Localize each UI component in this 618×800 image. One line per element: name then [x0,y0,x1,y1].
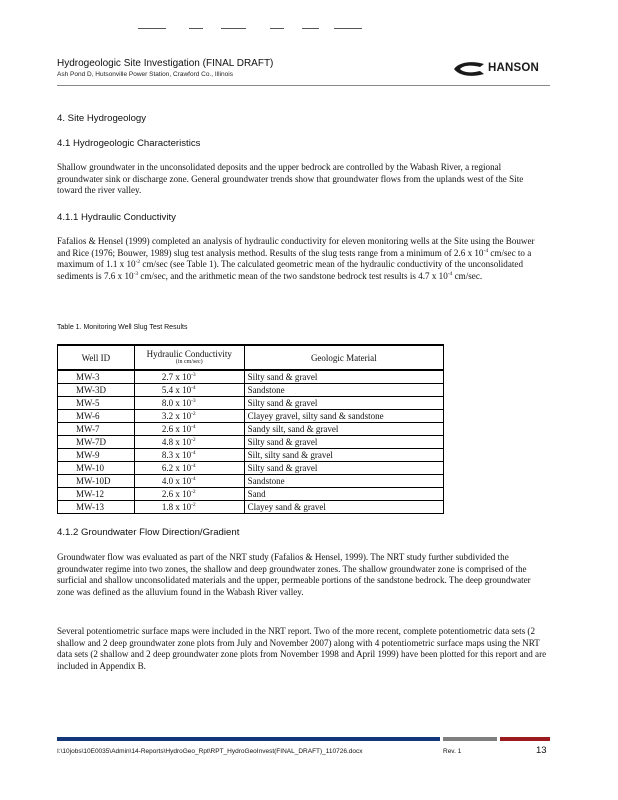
cell-geologic-material: Silty sand & gravel [244,436,443,449]
table-row [58,397,444,410]
cell-k-exponent: -3 [191,398,196,404]
table-title: Table 1. Monitoring Well Slug Test Results [57,324,188,331]
table-row [58,384,444,397]
cell-well-id: MW-9 [58,449,135,462]
cell-k-mantissa: 6.2 x 10 [161,463,192,473]
cell-hydraulic-conductivity [134,436,244,449]
cell-hydraulic-conductivity [134,384,244,397]
cell-k-mantissa: 5.4 x 10 [161,385,192,395]
header-rule [57,85,550,86]
footer-revision: Rev. 1 [443,748,462,755]
table-row [58,475,444,488]
cell-geologic-material: Silty sand & gravel [244,397,443,410]
header-subtitle: Ash Pond D, Hutsonville Power Station, Crawford Co., Illinois [57,71,233,78]
cell-hydraulic-conductivity [134,475,244,488]
section-4-1-1-paragraph: Fafalios & Hensel (1999) completed an analysis of hydraulic conductivity for eleven monitoring wells at the Site using the Bouwer and Rice (1976; Bouwer, 1989) slug test analysis method. Results of the slug tests range from a minimum of 2.6 x $10^{-4}$ cm/sec to a maximum of 1.1 x $10^{-2}$ cm/sec (see Table 1). The calculated geometric mean of the hydraulic conductivity of the unconsolidated sediments is 7.6 x $10^{-3}$ cm/sec, and the arithmetic mean of the two sandstone bedrock test results is 4.7 x $10^{-4}$ cm/sec. [57,236,535,281]
cell-well-id: MW-3 [58,370,135,384]
column-header-well-id: Well ID [58,345,135,370]
column-header-k-unit: (in cm/sec) [175,359,203,365]
table-row [58,370,444,384]
table-row [58,423,444,436]
section-4-1-heading: 4.1 Hydrogeologic Characteristics [57,138,201,149]
footer-file-path: I:\10jobs\10E0035\Admin\14-Reports\HydroGeo_Rpt\RPT_HydroGeoInvest(FINAL_DRAFT)_110726.docx [57,748,363,755]
header-marks [138,28,368,32]
cell-k-mantissa: 4.0 x 10 [161,476,192,486]
cell-k-mantissa: 2.6 x 10 [161,424,192,434]
cell-well-id: MW-10D [58,475,135,488]
table-row [58,410,444,423]
column-header-geologic-material: Geologic Material [244,345,443,370]
cell-well-id: MW-3D [58,384,135,397]
cell-geologic-material: Silty sand & gravel [244,462,443,475]
cell-k-mantissa: 8.0 x 10 [161,398,192,408]
column-header-k-label: Hydraulic Conductivity [146,349,232,359]
cell-geologic-material: Silt, silty sand & gravel [244,449,443,462]
section-4-1-2-paragraph-2: Several potentiometric surface maps were included in the NRT report. Two of the more recent, complete potentiometric data sets (2 shallow and 2 deep groundwater zone plots from July and November 2007) along with 4 potentiometric surface maps using the NRT data sets (2 shallow and 2 deep groundwater zone plots from November 1998 and April 1999) have been plotted for this report and are included in Appendix B. [57,626,547,671]
cell-well-id: MW-7 [58,423,135,436]
section-4-heading: 4. Site Hydrogeology [57,113,147,124]
section-4-1-2-paragraph-1: Groundwater flow was evaluated as part of the NRT study (Fafalios & Hensel, 1999). The NRT study further subdivided the groundwater regime into two zones, the shallow and deep groundwater zones. The shallow groundwater zone is comprised of the surficial and shallow unconsolidated materials and the upper, permeable portions of the sandstone bedrock. The deep groundwater zone was defined as the alluvium found in the Wabash River valley. [57,552,531,597]
cell-k-exponent: -2 [191,411,196,417]
cell-k-exponent: -4 [191,463,196,469]
cell-hydraulic-conductivity [134,462,244,475]
cell-geologic-material: Sandstone [244,384,443,397]
footer-bar-blue [57,737,440,741]
cell-hydraulic-conductivity [134,397,244,410]
cell-k-mantissa: 2.7 x 10 [161,372,192,382]
cell-k-exponent: -2 [191,489,196,495]
cell-k-mantissa: 1.8 x 10 [161,502,192,512]
cell-hydraulic-conductivity [134,410,244,423]
cell-geologic-material: Sandy silt, sand & gravel [244,423,443,436]
cell-well-id: MW-7D [58,436,135,449]
section-4-1-paragraph: Shallow groundwater in the unconsolidated deposits and the upper bedrock are controlled by the Wabash River, a regional groundwater sink or discharge zone. General groundwater trends show that groundwater flows from the uplands west of the Site toward the river valley. [57,162,524,196]
cell-geologic-material: Sand [244,488,443,501]
cell-hydraulic-conductivity [134,423,244,436]
cell-k-exponent: -3 [191,372,196,378]
cell-k-mantissa: 4.8 x 10 [161,437,192,447]
table-row [58,462,444,475]
table-row [58,449,444,462]
cell-k-exponent: -2 [191,502,196,508]
footer-bar-gray [443,737,497,741]
cell-hydraulic-conductivity [134,449,244,462]
cell-geologic-material: Sandstone [244,475,443,488]
cell-hydraulic-conductivity [134,370,244,384]
footer-bar-red [500,737,550,741]
footer-color-bar [57,737,550,741]
cell-geologic-material: Silty sand & gravel [244,370,443,384]
cell-k-exponent: -4 [191,424,196,430]
cell-well-id: MW-13 [58,501,135,514]
slug-test-table [57,344,444,514]
cell-geologic-material: Clayey sand & gravel [244,501,443,514]
cell-well-id: MW-5 [58,397,135,410]
cell-k-mantissa: 3.2 x 10 [161,411,192,421]
logo-text: HANSON [488,62,540,74]
cell-k-exponent: -4 [191,450,196,456]
cell-well-id: MW-12 [58,488,135,501]
table-row [58,436,444,449]
cell-k-exponent: -4 [191,385,196,391]
cell-k-exponent: -2 [191,437,196,443]
cell-k-exponent: -4 [191,476,196,482]
table-row [58,488,444,501]
header-title: Hydrogeologic Site Investigation (FINAL DRAFT) [57,58,274,69]
column-header-hydraulic-conductivity [134,345,244,370]
section-4-1-1-heading: 4.1.1 Hydraulic Conductivity [57,212,176,223]
table-body [58,370,444,514]
cell-well-id: MW-6 [58,410,135,423]
cell-k-mantissa: 2.6 x 10 [161,489,192,499]
section-4-1-2-heading: 4.1.2 Groundwater Flow Direction/Gradient [57,527,240,538]
cell-geologic-material: Clayey gravel, silty sand & sandstone [244,410,443,423]
cell-k-mantissa: 8.3 x 10 [161,450,192,460]
table-row [58,501,444,514]
page-number: 13 [536,745,547,756]
cell-hydraulic-conductivity [134,488,244,501]
cell-well-id: MW-10 [58,462,135,475]
cell-hydraulic-conductivity [134,501,244,514]
